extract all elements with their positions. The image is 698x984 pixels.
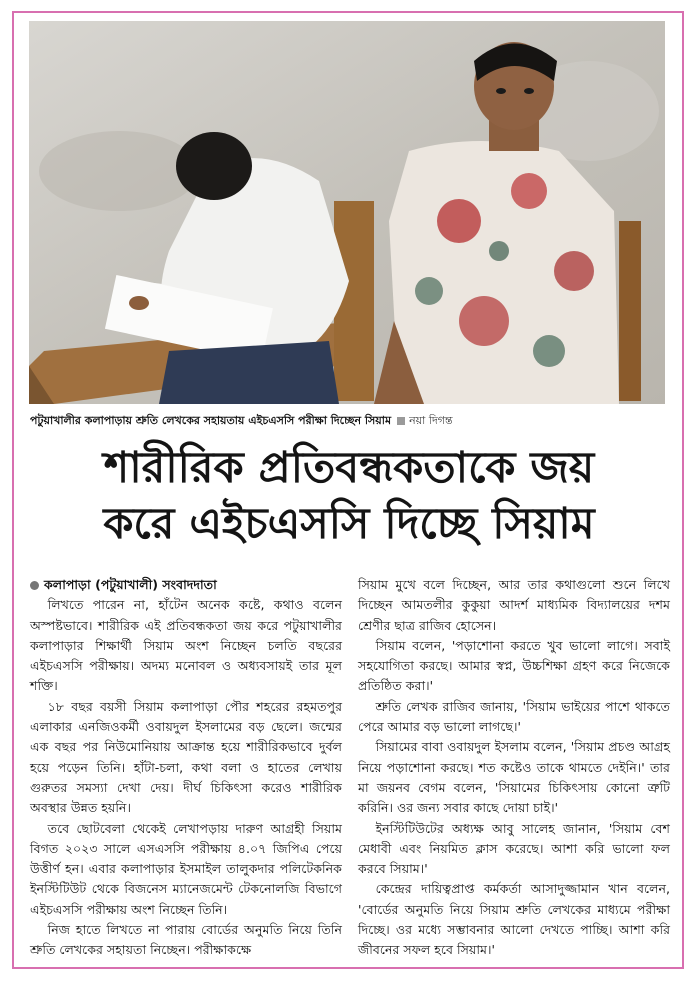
byline: [30, 575, 342, 595]
paragraph: তবে ছোটবেলা থেকেই লেখাপড়ায় দারুণ আগ্রহী সিয়াম বিগত ২০২৩ সালে এসএসসি পরীক্ষায় ৪.০৭ জিপিএ পেয়ে উত্তীর্ণ হন। এবার কলাপাড়ার ইসমাইল তালুকদার পলিটেকনিক ইনস্টিটিউট থেকে বিজনেস ম্যানেজমেন্ট টেকনোলজি বিভাগে এইচএসসি পরীক্ষায় অংশ নিচ্ছেন তিনি।: [30, 820, 342, 917]
byline-text: কলাপাড়া (পটুয়াখালী) সংবাদদাতা: [44, 577, 217, 592]
source-square-icon: [397, 417, 405, 425]
paragraph: ১৮ বছর বয়সী সিয়াম কলাপাড়া পৌর শহরের রহমতপুর এলাকার এনজিওকর্মী ওবায়দুল ইসলামের বড় ছেলে। জন্মের এক বছর পর নিউমোনিয়ায় আক্রান্ত হয়ে শারীরিকভাবে দুর্বল হয়ে পড়েন তিনি। হাঁটা-চলা, কথা বলা ও হাতের লেখায় গুরুতর সমস্যা দেখা দেয়। দীর্ঘ চিকিৎসা করেও শারীরিক অবস্থার উন্নত হয়নি।: [30, 698, 342, 816]
photo-source: নয়া দিগন্ত: [409, 414, 453, 427]
headline-line-2: করে এইচএসসি দিচ্ছে সিয়াম: [103, 499, 595, 549]
paragraph: ইনস্টিটিউটের অধ্যক্ষ আবু সালেহ জানান, 'সিয়াম বেশ মেধাবী এবং নিয়মিত ক্লাস করেছে। আশা করি ভালো ফল করবে সিয়াম।': [358, 820, 670, 877]
paragraph: কেন্দ্রের দায়িত্বপ্রাপ্ত কর্মকর্তা আসাদুজ্জামান খান বলেন, 'বোর্ডের অনুমতি নিয়ে সিয়াম শ্রুতি লেখকের মাধ্যমে পরীক্ষা দিচ্ছে। ওর মধ্যে সম্ভাবনার আলো দেখতে পাচ্ছি। আশা করি জীবনের সফল হবে সিয়াম।': [358, 881, 670, 958]
caption-text: পটুয়াখালীর কলাপাড়ায় শ্রুতি লেখকের সহায়তায় এইচএসসি পরীক্ষা দিচ্ছেন সিয়াম: [30, 414, 392, 427]
headline-line-1: শারীরিক প্রতিবন্ধকতাকে জয়: [103, 443, 595, 493]
paragraph: সিয়াম মুখে বলে দিচ্ছেন, আর তার কথাগুলো শুনে লিখে দিচ্ছেন আমতলীর কুকুয়া আদর্শ মাধ্যমিক বিদ্যালয়ের দশম শ্রেণীর ছাত্র রাজিব হোসেন।: [358, 577, 670, 633]
paragraph: সিয়ামের বাবা ওবায়দুল ইসলাম বলেন, 'সিয়াম প্রচণ্ড আগ্রহ নিয়ে পড়াশোনা করছে। শত কষ্টেও তাকে থামতে দেইনি।' তার মা জয়নব বেগম বলেন, 'সিয়ামের চিকিৎসায় কোনো ত্রুটি করিনি। ওর জন্য সবার কাছে দোয়া চাই।': [358, 739, 670, 816]
paragraph: সিয়াম বলেন, 'পড়াশোনা করতে খুব ভালো লাগে। সবাই সহযোগিতা করছে। আমার স্বপ্ন, উচ্চশিক্ষা গ্রহণ করে নিজেকে প্রতিষ্ঠিত করা।': [358, 637, 670, 694]
article-column-right: [358, 575, 670, 961]
photo-caption: [30, 412, 670, 432]
paragraph: নিজ হাতে লিখতে না পারায় বোর্ডের অনুমতি নিয়ে তিনি শ্রুতি লেখকের সহায়তা নিচ্ছেন। পরীক্ষাকক্ষে: [30, 922, 342, 958]
photo-illustration: [29, 21, 665, 404]
paragraph: শ্রুতি লেখক রাজিব জানায়, 'সিয়াম ভাইয়ের পাশে থাকতে পেরে আমার বড় ভালো লাগছে।': [358, 698, 670, 735]
news-photo: [29, 21, 665, 404]
bullet-dot-icon: [30, 581, 39, 590]
headline: [30, 440, 668, 570]
article-column-left: [30, 575, 342, 961]
paragraph: লিখতে পারেন না, হাঁটেন অনেক কষ্টে, কথাও বলেন অস্পষ্টভাবে। শারীরিক এই প্রতিবন্ধকতা জয় করে পটুয়াখালীর কলাপাড়ার শিক্ষার্থী সিয়াম অংশ নিচ্ছেন চলতি বছরের এইচএসসি পরীক্ষায়। অদম্য মনোবল ও অধ্যবসায়ই তার মূল শক্তি।: [30, 597, 342, 694]
